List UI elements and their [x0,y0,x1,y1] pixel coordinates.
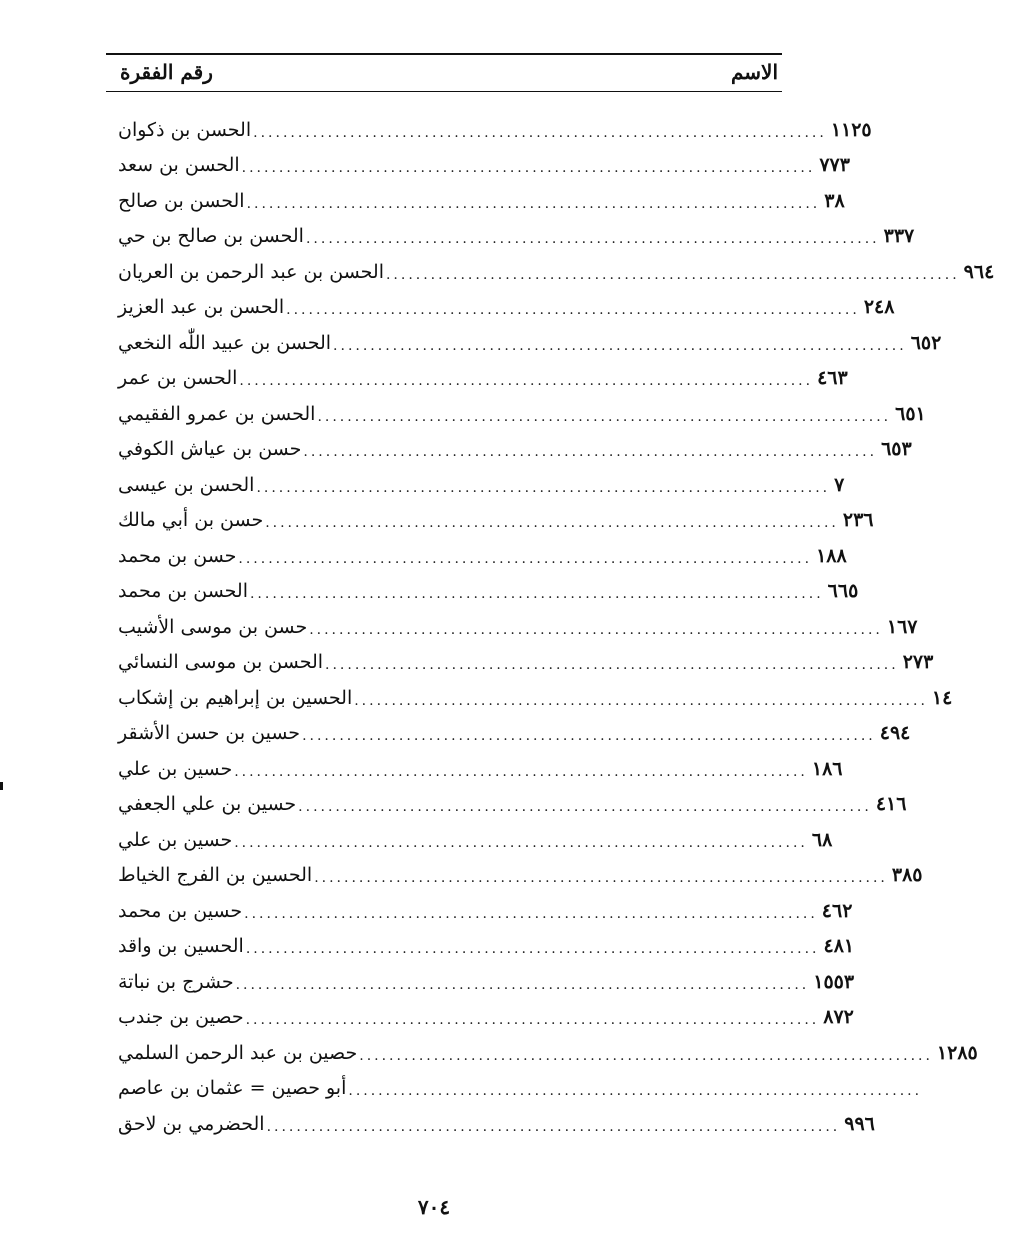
index-entry [106,148,850,184]
index-entry [106,751,843,787]
index-entry [106,574,859,610]
entry-name: أبو حصين = عثمان بن عاصم [118,1077,347,1100]
entry-paragraph-number: ١٤ [931,686,953,709]
entry-name: الحسن بن عيسى [118,473,255,496]
index-entry [106,680,953,716]
entry-name: الحسن بن صالح بن حي [118,225,304,248]
leader-dots: ............................................................................. [235,976,810,993]
index-entry [106,645,934,681]
index-entry [106,503,874,539]
entry-paragraph-number: ٤٦٢ [821,899,853,922]
index-entry [106,290,895,326]
index-entry [106,1000,854,1036]
column-header-name: الاسم [730,60,778,84]
entry-name: الحسن بن ذكوان [118,118,252,141]
index-entry [106,254,995,290]
entry-name: الحسن بن عبد الرحمن بن العريان [118,260,384,283]
leader-dots: ............................................................................. [239,373,814,390]
entry-paragraph-number: ٨٧٢ [823,1006,854,1029]
entry-paragraph-number: ١٨٨ [816,544,847,567]
entry-paragraph-number: ٦٥٣ [881,438,912,461]
entry-name: حسن بن محمد [118,544,237,567]
index-entry [106,1035,978,1071]
entry-name: الحسن بن صالح [118,189,245,212]
entry-name: الحسن بن محمد [118,580,248,603]
leader-dots: ............................................................................. [309,621,883,638]
leader-dots: ............................................................................. [256,479,831,496]
index-entry [106,1106,875,1142]
column-header-paragraph-number: رقم الفقرة [120,60,213,84]
entry-name: الحسن بن عمرو الفقيمي [118,402,316,425]
entry-name: حشرج بن نباتة [118,970,234,993]
page-number: ٧٠٤ [417,1195,451,1219]
index-entry [106,1071,923,1107]
leader-dots: ............................................................................. [245,941,820,958]
entry-name: الحسن بن سعد [118,154,240,177]
entry-paragraph-number: ١٥٥٣ [813,970,855,993]
leader-dots: ............................................................................. [286,302,860,319]
entry-paragraph-number: ١٢٨٥ [936,1041,978,1064]
entry-name: الحسن بن عبيد اللّٰه النخعي [118,331,332,354]
leader-dots: ............................................................................. [246,195,821,212]
entry-name: الحضرمي بن لاحق [118,1112,265,1135]
entry-paragraph-number: ٤١٦ [875,793,907,816]
entry-paragraph-number: ٦٦٥ [827,580,859,603]
leader-dots: ............................................................................. [244,905,818,922]
entry-name: الحسن بن عبد العزيز [118,296,285,319]
entry-name: الحسن بن موسى النسائي [118,651,324,674]
index-entry [106,219,915,255]
header-top-rule [106,53,782,55]
leader-dots: ............................................................................. [298,799,872,816]
index-entry [106,716,911,752]
entry-name: الحسين بن واقد [118,935,244,958]
leader-dots: ............................................................................. [314,870,888,887]
entry-paragraph-number: ٦٥٢ [910,331,942,354]
leader-dots: ............................................................................. [302,728,876,745]
index-entry [106,112,872,148]
entry-name: حسين بن حسن الأشقر [118,722,301,745]
entry-name: حسين بن علي الجعفي [118,793,297,816]
entry-name: حسين بن علي [118,757,233,780]
entry-paragraph-number: ٧ [834,473,845,496]
entry-paragraph-number: ٢٤٨ [863,296,895,319]
leader-dots: ............................................................................. [234,763,808,780]
leader-dots: ............................................................................. [265,515,839,532]
entry-name: حسين بن محمد [118,899,243,922]
index-entry [106,964,855,1000]
entry-name: حسن بن موسى الأشيب [118,615,308,638]
entry-paragraph-number: ٩٦٤ [963,260,995,283]
index-entry [106,822,833,858]
leader-dots: ............................................................................. [325,657,899,674]
leader-dots: ............................................................................. [354,692,928,709]
entry-paragraph-number: ٢٣٦ [842,509,874,532]
index-entry [106,787,907,823]
entry-name: حسن بن عياش الكوفي [118,438,302,461]
leader-dots: ............................................................................. [385,266,960,283]
entry-paragraph-number: ٤٩٤ [879,722,911,745]
leader-dots: ............................................................................. [234,834,808,851]
index-entry [106,929,855,965]
entry-name: حصين بن جندب [118,1006,244,1029]
index-entry [106,538,847,574]
index-entry [106,325,942,361]
index-entry [106,858,923,894]
entry-name: حصين بن عبد الرحمن السلمي [118,1041,358,1064]
leader-dots: ............................................................................. [333,337,907,354]
entry-name: حسين بن علي [118,828,233,851]
index-entry [106,183,845,219]
leader-dots: ............................................................................. [266,1118,841,1135]
leader-dots: ............................................................................. [245,1012,820,1029]
entry-paragraph-number: ٤٨١ [823,935,855,958]
index-entry [106,361,848,397]
entry-paragraph-number: ٦٥١ [895,402,926,425]
entry-paragraph-number: ١١٢٥ [830,118,872,141]
entry-name: حسن بن أبي مالك [118,509,264,532]
leader-dots: ............................................................................. [305,231,880,248]
entry-name: الحسن بن عمر [118,367,238,390]
index-entry [106,609,918,645]
entry-paragraph-number: ٧٧٣ [819,154,850,177]
entry-paragraph-number: ٢٧٣ [902,651,934,674]
entry-paragraph-number: ٤٦٣ [817,367,848,390]
leader-dots: ............................................................................. [238,550,813,567]
entry-paragraph-number: ٣٨ [824,189,845,212]
entry-paragraph-number: ١٨٦ [811,757,843,780]
leader-dots: ............................................................................. [303,444,878,461]
leader-dots: ............................................................................. [348,1083,923,1100]
leader-dots: ............................................................................. [241,160,816,177]
header-bottom-rule [106,91,782,92]
leader-dots: ............................................................................. [249,586,824,603]
entry-paragraph-number: ٦٨ [811,828,833,851]
entry-paragraph-number: ٣٨٥ [891,864,923,887]
index-entries [106,112,995,1142]
index-entry [106,893,853,929]
entry-name: الحسين بن الفرج الخياط [118,864,313,887]
index-entry [106,467,845,503]
leader-dots: ............................................................................. [253,124,827,141]
index-entry [106,432,912,468]
entry-paragraph-number: ٩٩٦ [844,1112,875,1135]
margin-mark [0,782,3,790]
entry-paragraph-number: ١٦٧ [886,615,918,638]
entry-paragraph-number: ٣٣٧ [883,225,915,248]
leader-dots: ............................................................................. [359,1047,933,1064]
entry-name: الحسين بن إبراهيم بن إشكاب [118,686,353,709]
leader-dots: ............................................................................. [317,408,892,425]
index-entry [106,396,926,432]
